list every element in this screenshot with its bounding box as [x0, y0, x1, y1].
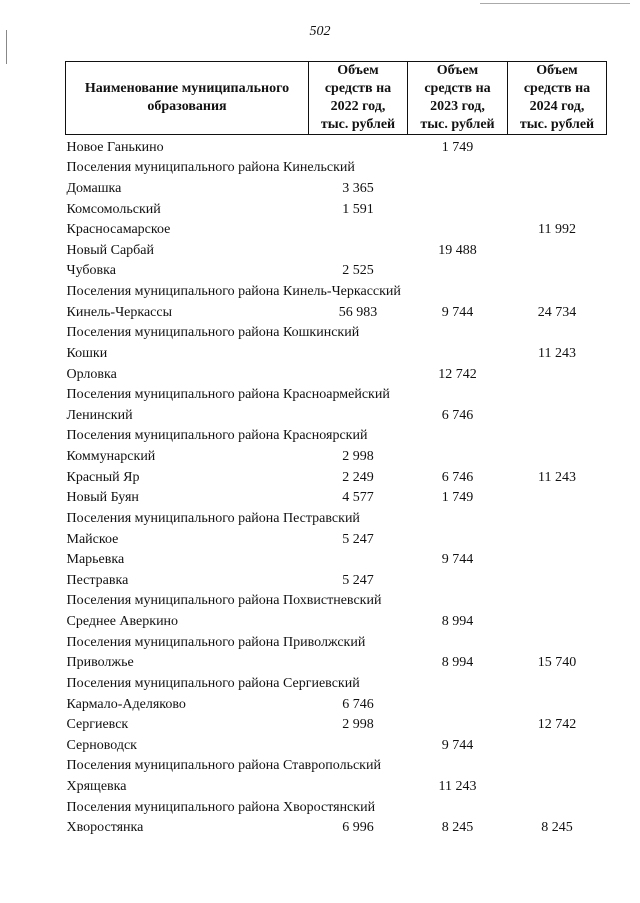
table-row — [66, 609, 607, 630]
scan-edge-top — [480, 3, 630, 4]
value-2022: 6 996 — [342, 820, 374, 836]
value-2022 — [309, 651, 408, 672]
table-row — [66, 713, 607, 734]
value-2023 — [408, 218, 508, 239]
value-2022 — [309, 135, 408, 156]
municipality-name: Пестравка — [66, 572, 129, 588]
group-heading: Поселения муниципального района Приволжский — [66, 634, 366, 650]
value-2024 — [508, 692, 607, 713]
value-2024 — [508, 733, 607, 754]
group-heading: Поселения муниципального района Хворостянский — [66, 799, 376, 815]
group-heading: Поселения муниципального района Кошкинский — [66, 325, 360, 341]
value-2023: 8 994 — [441, 614, 474, 629]
municipality-name: Среднее Аверкино — [66, 614, 179, 629]
value-2024: 12 742 — [537, 717, 577, 733]
header-municipality: Наименование муниципального образования — [66, 62, 309, 135]
table-row — [66, 341, 607, 362]
group-heading: Поселения муниципального района Кинельский — [66, 160, 355, 176]
value-2023: 6 746 — [441, 407, 474, 423]
group-heading: Поселения муниципального района Пестравский — [66, 510, 360, 526]
municipality-name: Новый Буян — [66, 490, 139, 506]
value-2023: 9 744 — [441, 737, 474, 753]
table-row — [66, 568, 607, 589]
value-2023 — [408, 341, 508, 362]
table-row — [66, 300, 607, 321]
group-heading: Поселения муниципального района Похвистневский — [66, 593, 382, 609]
value-2023 — [408, 692, 508, 713]
value-2023 — [408, 444, 508, 465]
table-row — [66, 135, 607, 156]
value-2022 — [309, 774, 408, 795]
value-2024 — [508, 197, 607, 218]
table-row — [66, 403, 607, 424]
value-2022 — [309, 609, 408, 630]
value-2024 — [508, 403, 607, 424]
municipality-name: Чубовка — [66, 263, 116, 279]
table-group-row — [66, 383, 607, 404]
table-row — [66, 527, 607, 548]
value-2024 — [508, 176, 607, 197]
value-2023: 1 749 — [441, 139, 474, 155]
municipality-name: Майское — [66, 531, 119, 547]
value-2023: 12 742 — [438, 366, 477, 382]
municipality-name: Орловка — [66, 366, 117, 382]
value-2024 — [508, 135, 607, 156]
scan-edge-left — [6, 30, 7, 64]
value-2023: 6 746 — [441, 469, 474, 485]
value-2023: 9 744 — [441, 304, 474, 320]
value-2024 — [508, 609, 607, 630]
municipality-name: Коммунарский — [66, 449, 156, 464]
table-group-row — [66, 671, 607, 692]
value-2022: 6 746 — [342, 696, 374, 712]
value-2024: 11 243 — [538, 469, 576, 485]
municipality-name: Марьевка — [66, 552, 125, 568]
table-row — [66, 692, 607, 713]
value-2024: 11 992 — [538, 222, 576, 238]
value-2022 — [309, 733, 408, 754]
municipality-name: Серноводск — [66, 737, 137, 753]
value-2023: 19 488 — [438, 242, 477, 258]
value-2023: 9 744 — [441, 552, 474, 568]
value-2024: 15 740 — [537, 655, 577, 671]
group-heading: Поселения муниципального района Красноармейский — [66, 387, 390, 403]
value-2023 — [408, 259, 508, 280]
value-2022 — [309, 548, 408, 569]
value-2023: 8 245 — [441, 820, 474, 836]
table-row — [66, 218, 607, 239]
value-2022: 2 998 — [342, 717, 374, 733]
table-row — [66, 651, 607, 672]
value-2023: 8 994 — [441, 655, 474, 671]
funding-table — [65, 61, 607, 836]
table-body — [66, 135, 607, 837]
group-heading: Поселения муниципального района Красноярский — [66, 428, 368, 444]
value-2024: 24 734 — [537, 304, 577, 320]
table-row — [66, 176, 607, 197]
table-group-row — [66, 589, 607, 610]
table-group-row — [66, 156, 607, 177]
municipality-name: Хрящевка — [66, 779, 127, 794]
value-2022 — [309, 218, 408, 239]
table-row — [66, 486, 607, 507]
municipality-name: Приволжье — [66, 655, 134, 671]
value-2024 — [508, 568, 607, 589]
header-2023: Объем средств на 2023 год, тыс. рублей — [408, 62, 508, 135]
table-group-row — [66, 279, 607, 300]
value-2022 — [309, 341, 408, 362]
municipality-name: Красносамарское — [66, 222, 171, 238]
value-2024 — [508, 259, 607, 280]
group-heading: Поселения муниципального района Ставропольский — [66, 758, 381, 774]
table-row — [66, 197, 607, 218]
value-2022: 2 249 — [342, 469, 374, 485]
value-2024: 11 243 — [538, 345, 576, 361]
table-header-row — [66, 62, 607, 135]
value-2023 — [408, 176, 508, 197]
value-2024 — [508, 444, 607, 465]
value-2024 — [508, 486, 607, 507]
value-2023 — [408, 527, 508, 548]
table-row — [66, 259, 607, 280]
header-2022: Объем средств на 2022 год, тыс. рублей — [309, 62, 408, 135]
municipality-name: Ленинский — [66, 407, 133, 423]
value-2024: 8 245 — [541, 820, 573, 836]
value-2022 — [309, 403, 408, 424]
municipality-name: Сергиевск — [66, 717, 129, 733]
table-group-row — [66, 506, 607, 527]
municipality-name: Комсомольский — [66, 201, 161, 217]
table-row — [66, 238, 607, 259]
value-2022: 2 525 — [342, 263, 374, 279]
value-2022: 2 998 — [342, 449, 374, 464]
value-2024 — [508, 527, 607, 548]
table-row — [66, 362, 607, 383]
value-2022: 56 983 — [338, 304, 378, 320]
group-heading: Поселения муниципального района Сергиевский — [66, 675, 360, 691]
value-2022: 5 247 — [342, 572, 374, 588]
municipality-name: Кошки — [66, 345, 108, 361]
table-group-row — [66, 424, 607, 445]
table-row — [66, 465, 607, 486]
value-2023 — [408, 568, 508, 589]
value-2022 — [309, 362, 408, 383]
table-row — [66, 444, 607, 465]
value-2023: 11 243 — [438, 779, 477, 794]
value-2023 — [408, 197, 508, 218]
municipality-name: Новый Сарбай — [66, 242, 154, 258]
municipality-name: Хворостянка — [66, 820, 144, 836]
value-2024 — [508, 774, 607, 795]
municipality-name: Домашка — [66, 180, 122, 196]
value-2022: 1 591 — [342, 201, 374, 217]
page-number: 502 — [309, 24, 331, 39]
table-row — [66, 733, 607, 754]
value-2022: 3 365 — [342, 180, 374, 196]
value-2024 — [508, 238, 607, 259]
municipality-name: Красный Яр — [66, 469, 140, 485]
value-2024 — [508, 362, 607, 383]
value-2022: 4 577 — [342, 490, 374, 506]
header-2024: Объем средств на 2024 год, тыс. рублей — [508, 62, 607, 135]
value-2024 — [508, 548, 607, 569]
table-group-row — [66, 754, 607, 775]
table-row — [66, 774, 607, 795]
value-2022 — [309, 238, 408, 259]
table-group-row — [66, 795, 607, 816]
value-2022: 5 247 — [342, 531, 374, 547]
municipality-name: Кармало-Аделяково — [66, 696, 186, 712]
table-row — [66, 548, 607, 569]
municipality-name: Новое Ганькино — [66, 139, 164, 155]
table-group-row — [66, 321, 607, 342]
table-row — [66, 816, 607, 837]
group-heading: Поселения муниципального района Кинель-Черкасский — [66, 284, 401, 299]
value-2023: 1 749 — [441, 490, 474, 506]
table-group-row — [66, 630, 607, 651]
value-2023 — [408, 713, 508, 734]
municipality-name: Кинель-Черкассы — [66, 304, 173, 320]
